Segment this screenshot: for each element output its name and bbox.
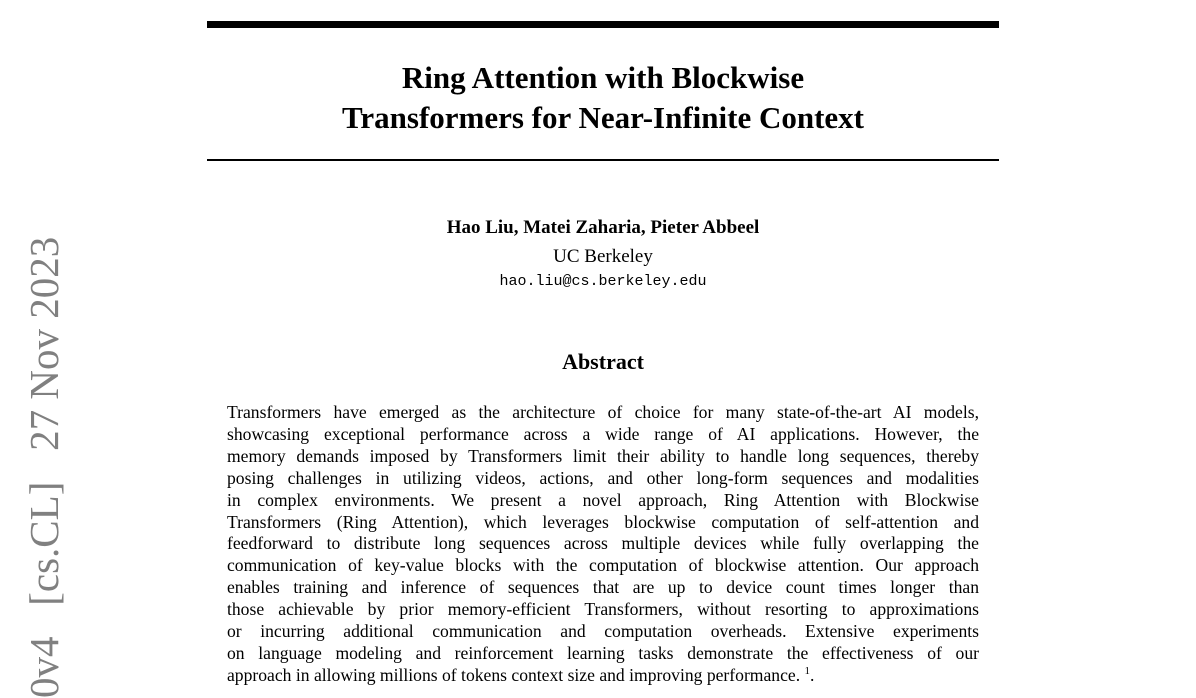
abstract-line: communication of key-value blocks with the computation of blockwise attention. Our approach [227, 555, 979, 576]
abstract-line: Transformers have emerged as the architecture of choice for many state-of-the-art AI models, [227, 402, 979, 422]
arxiv-id-fragment: 0v4 [21, 636, 67, 698]
abstract-line: in complex environments. We present a novel approach, Ring Attention with Blockwise [227, 489, 979, 510]
title-top-rule [207, 21, 999, 28]
title-line: Ring Attention with Blockwise [401, 60, 805, 95]
author-list: Hao Liu, Matei Zaharia, Pieter Abbeel [446, 217, 760, 238]
title-bottom-rule [207, 159, 999, 161]
abstract-line: memory demands imposed by Transformers limit their ability to handle long sequences, thereby [227, 445, 979, 466]
affiliation: UC Berkeley [553, 246, 653, 267]
abstract-line: feedforward to distribute long sequences across multiple devices while fully overlapping the [227, 533, 979, 554]
abstract-line-text: approach in allowing millions of tokens context size and improving performance. [227, 664, 805, 685]
author-email: hao.liu@cs.berkeley.edu [499, 273, 707, 290]
abstract-line: showcasing exceptional performance across a wide range of AI applications. However, the [227, 423, 979, 444]
abstract-last-line [227, 665, 979, 687]
abstract-line: posing challenges in utilizing videos, actions, and other long-form sequences and modalities [227, 467, 979, 488]
abstract-heading: Abstract [562, 349, 644, 374]
arxiv-date: 27 Nov 2023 [21, 236, 67, 451]
paper-title [207, 58, 999, 138]
arxiv-side-stamp [22, 237, 66, 698]
abstract-line: Transformers (Ring Attention), which leverages blockwise computation of self-attention and [227, 511, 979, 532]
abstract-line: on language modeling and reinforcement learning tasks demonstrate the effectiveness of our [227, 642, 979, 663]
abstract-line: enables training and inference of sequences that are up to device count times longer than [227, 577, 979, 598]
abstract-line: or incurring additional communication and computation overheads. Extensive experiments [227, 621, 979, 642]
arxiv-category: [cs.CL] [21, 481, 67, 606]
abstract-body [227, 402, 979, 687]
abstract-end-period: . [810, 664, 815, 685]
abstract-line: those achievable by prior memory-efficient Transformers, without resorting to approximations [227, 599, 979, 620]
title-line: Transformers for Near-Infinite Context [342, 100, 864, 135]
footnote-marker[interactable]: 1 [804, 665, 811, 678]
